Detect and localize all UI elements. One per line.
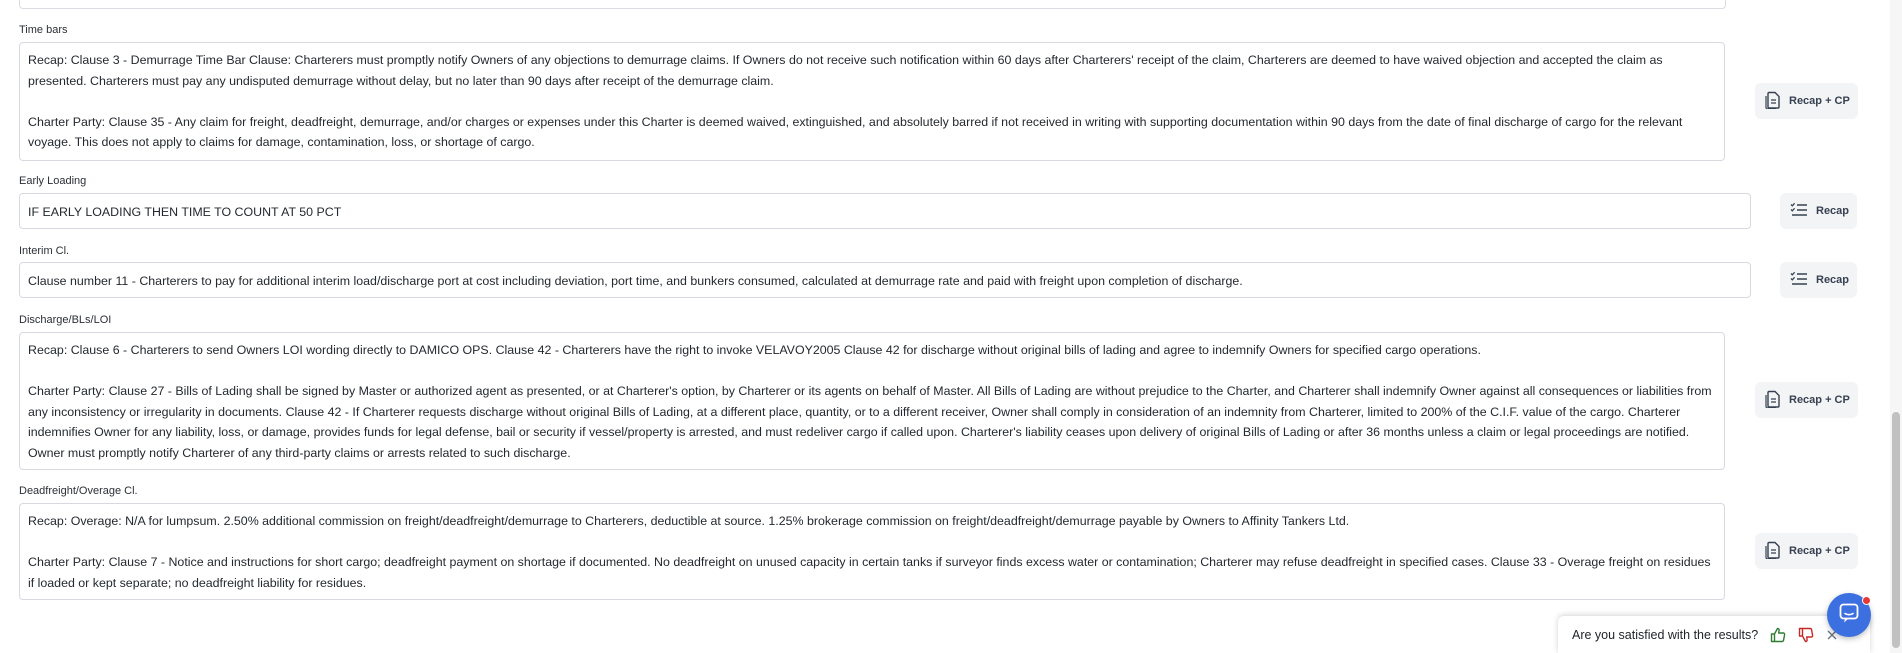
chat-icon xyxy=(1838,602,1860,629)
field-label-deadfreight: Deadfreight/Overage Cl. xyxy=(19,485,138,497)
source-button-time-bars[interactable] xyxy=(1755,83,1858,119)
field-interim[interactable] xyxy=(19,262,1751,298)
field-early-loading[interactable] xyxy=(19,193,1751,229)
source-button-label: Recap xyxy=(1816,205,1850,217)
source-button-label: Recap xyxy=(1816,274,1850,286)
source-button-label: Recap + CP xyxy=(1789,95,1850,107)
field-paragraph-charter-party: Charter Party: Clause 27 - Bills of Lading shall be signed by Master or authorized agent as presented, or at Charterer's option, by Charterer or its agents on behalf of Master. All Bills of Lading are without prejudice to the Charter, and Charterer shall indemnify Owner against all consequences or liabilities from any inconsistency or irregularity in documents. Clause 42 - If Charterer requests discharge without original Bills of Lading, at a different place, quantity, or to a different receiver, Owner shall comply in consideration of an indemnity from Charterer, limited to 200% of the C.I.F. value of the cargo. Charterer indemnifies Owner for any liability, loss, or damage, provides funds for legal defense, bail or security if vessel/property is arrested, and must redeliver cargo if called upon. Charterer's liability ceases upon delivery of original Bills of Lading or after 36 months unless a claim or legal proceedings are notified. Owner must promptly notify Charterer of any third-party claims or arrests related to such discharge. xyxy=(28,384,1712,460)
field-paragraph-charter-party: Charter Party: Clause 7 - Notice and instructions for short cargo; deadfreight payment on shortage if documented. No deadfreight on unused capacity in certain tanks if surveyor finds excess water or contamination; Charterer may refuse deadfreight in specified cases. Clause 33 - Overage freight on residues if loaded or kept separate; no deadfreight liability for residues. xyxy=(28,555,1711,590)
field-discharge[interactable] xyxy=(19,332,1725,470)
field-paragraph-recap: Recap: Clause 3 - Demurrage Time Bar Clause: Charterers must promptly notify Owners of any objections to demurrage claims. If Owners do not receive such notification within 60 days after Charterers' receipt of the claim, Charterers are deemed to have waived objection and accepted the claim as presented. Charterers must pay any undisputed demurrage without delay, but no later than 90 days after receipt of the demurrage claim. xyxy=(28,53,1663,88)
source-button-deadfreight[interactable] xyxy=(1755,533,1858,569)
field-label-interim: Interim Cl. xyxy=(19,245,70,257)
previous-field-box xyxy=(19,0,1726,9)
field-label-early-loading: Early Loading xyxy=(19,175,87,187)
document-icon xyxy=(1765,390,1781,411)
source-button-label: Recap + CP xyxy=(1789,394,1850,406)
feedback-bar xyxy=(1558,616,1870,653)
source-button-discharge[interactable] xyxy=(1755,382,1858,418)
field-label-discharge: Discharge/BLs/LOI xyxy=(19,314,112,326)
list-check-icon xyxy=(1790,202,1808,221)
thumbs-up-icon[interactable] xyxy=(1770,627,1786,643)
field-time-bars[interactable] xyxy=(19,42,1725,161)
source-button-early-loading[interactable] xyxy=(1780,193,1857,229)
document-icon xyxy=(1765,91,1781,112)
notification-dot xyxy=(1862,596,1871,605)
scrollbar[interactable] xyxy=(1890,0,1902,653)
feedback-question: Are you satisfied with the results? xyxy=(1572,627,1759,642)
document-icon xyxy=(1765,541,1781,562)
source-button-interim[interactable] xyxy=(1780,262,1857,298)
scrollbar-thumb[interactable] xyxy=(1892,412,1900,648)
field-paragraph-recap: Recap: Clause 6 - Charterers to send Owners LOI wording directly to DAMICO OPS. Clause 42 - Charterers have the right to invoke VELAVOY2005 Clause 42 for discharge without original bills of lading and agree to indemnify Owners for specified cargo operations. xyxy=(28,343,1481,357)
list-check-icon xyxy=(1790,271,1808,290)
field-paragraph-recap: Recap: Overage: N/A for lumpsum. 2.50% additional commission on freight/deadfreight/demurrage to Charterers, deductible at source. 1.25% brokerage commission on freight/deadfreight/demurrage payable by Owners to Affinity Tankers Ltd. xyxy=(28,514,1350,528)
field-value: IF EARLY LOADING THEN TIME TO COUNT AT 50 PCT xyxy=(28,205,342,219)
field-deadfreight[interactable] xyxy=(19,503,1725,600)
field-label-time-bars: Time bars xyxy=(19,24,68,36)
field-paragraph-charter-party: Charter Party: Clause 35 - Any claim for freight, deadfreight, demurrage, and/or charges or expenses under this Charter is deemed waived, extinguished, and absolutely barred if not received in writing with supporting documentation within 90 days from the date of final discharge of cargo for the relevant voyage. This does not apply to claims for damage, contamination, loss, or shortage of cargo. xyxy=(28,114,1683,149)
thumbs-down-icon[interactable] xyxy=(1798,627,1814,643)
source-button-label: Recap + CP xyxy=(1789,545,1850,557)
field-value: Clause number 11 - Charterers to pay for additional interim load/discharge port at cost including deviation, port time, and bunkers consumed, calculated at demurrage rate and paid with freight upon completion of discharge. xyxy=(28,274,1243,288)
